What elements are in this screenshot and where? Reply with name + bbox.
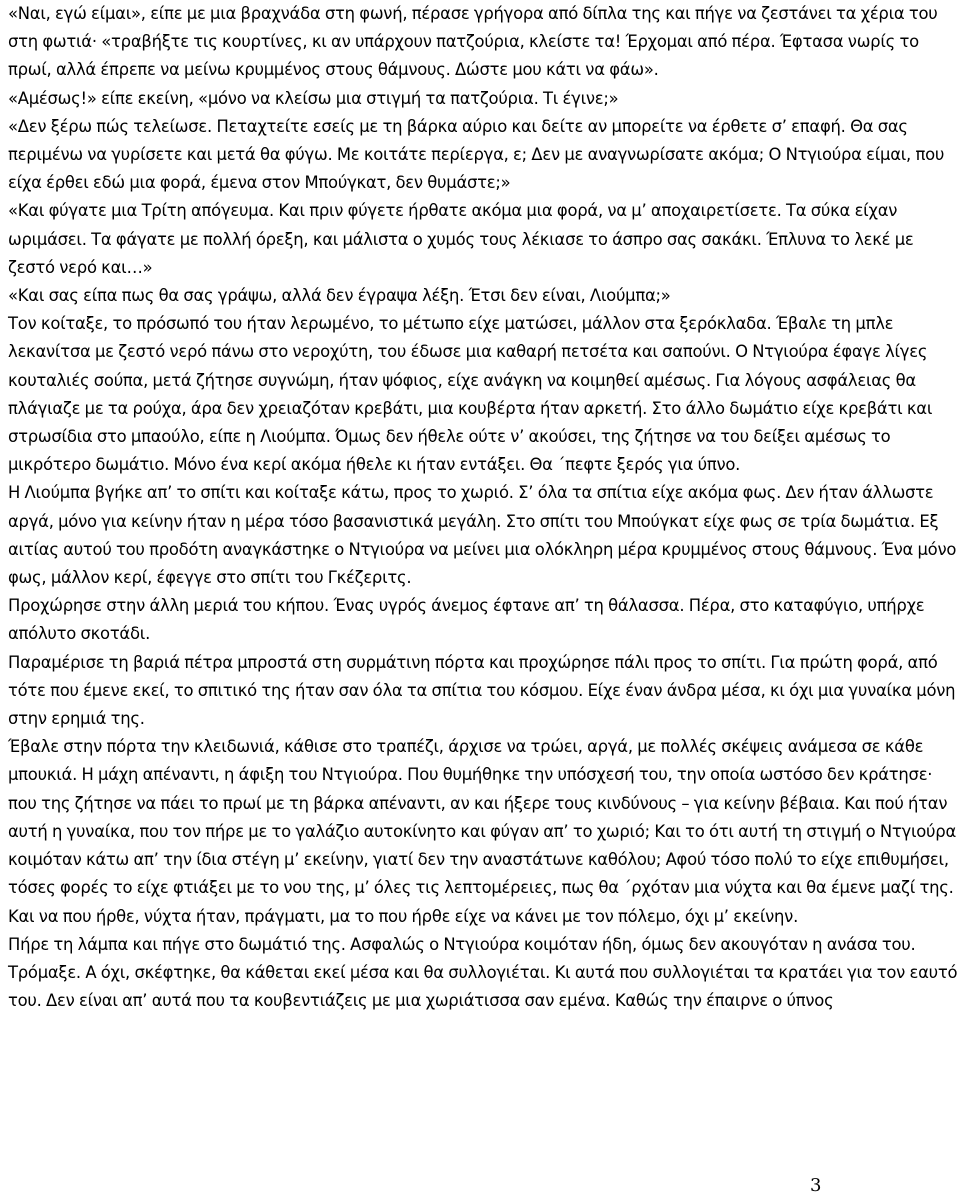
paragraph: «Αμέσως!» είπε εκείνη, «μόνο να κλείσω μια στιγμή τα πατζούρια. Τι έγινε;» — [8, 88, 619, 108]
paragraph: «Δεν ξέρω πώς τελείωσε. Πεταχτείτε εσείς με τη βάρκα αύριο και δείτε αν μπορείτε να έρθετε σ’ επαφή. Θα σας περιμένω να γυρίσετε και μετά θα φύγω. Με κοιτάτε περίεργα, ε; Δεν με αναγνωρίσατε ακόμα; Ο Ντγιούρα είμαι, που είχα έρθει εδώ μια φορά, έμενα στον Μπούγκατ, δεν θυμάστε;» — [8, 116, 945, 193]
paragraph: Προχώρησε στην άλλη μεριά του κήπου. Ένας υγρός άνεμος έφτανε απ’ τη θάλασσα. Πέρα, στο καταφύγιο, υπήρχε απόλυτο σκοτάδι. — [8, 596, 925, 644]
paragraph: Η Λιούμπα βγήκε απ’ το σπίτι και κοίταξε κάτω, προς το χωριό. Σ’ όλα τα σπίτια είχε ακόμα φως. Δεν ήταν άλλωστε αργά, μόνο για κείνην ήταν η μέρα τόσο βασανιστικά μεγάλη. Στο σπίτι του Μπούγκατ είχε φως σε τρία δωμάτια. Εξ αιτίας αυτού του προδότη αναγκάστηκε ο Ντγιούρα να μείνει μια ολόκληρη μέρα κρυμμένος στους θάμνους. Ένα μόνο φως, μάλλον κερί, έφεγγε στο σπίτι του Γκέζεριτς. — [8, 483, 957, 588]
paragraph: Πήρε τη λάμπα και πήγε στο δωμάτιό της. Ασφαλώς ο Ντγιούρα κοιμόταν ήδη, όμως δεν ακουγόταν η ανάσα του. Τρόμαξε. Α όχι, σκέφτηκε, θα κάθεται εκεί μέσα και θα συλλογιέται. Κι αυτά που συλλογιέται τα κρατάει για τον εαυτό του. Δεν είναι απ’ αυτά που τα κουβεντιάζεις με μια χωριάτισσα σαν εμένα. Καθώς την έπαιρνε ο ύπνος — [8, 934, 958, 1011]
page-number: 3 — [810, 1175, 822, 1196]
paragraph: Τον κοίταξε, το πρόσωπό του ήταν λερωμένο, το μέτωπο είχε ματώσει, μάλλον στα ξερόκλαδα. Έβαλε τη μπλε λεκανίτσα με ζεστό νερό πάνω στο νεροχύτη, του έδωσε μια καθαρή πετσέτα και σαπούνι. Ο Ντγιούρα έφαγε λίγες κουταλιές σούπα, μετά ζήτησε συγνώμη, ήταν ψόφιος, είχε ανάγκη να κοιμηθεί αμέσως. Για λόγους ασφάλειας θα πλάγιαζε με τα ρούχα, άρα δεν χρειαζόταν κρεβάτι, μια κουβέρτα ήταν αρκετή. Στο άλλο δωμάτιο είχε κρεβάτι και στρωσίδια στο μπαούλο, είπε η Λιούμπα. Όμως δεν ήθελε ούτε ν’ ακούσει, της ζήτησε να του δείξει αμέσως το μικρότερο δωμάτιο. Μόνο ένα κερί ακόμα ήθελε κι ήταν εντάξει. Θα ΄πεφτε ξερός για ύπνο. — [8, 314, 933, 475]
paragraph: Έβαλε στην πόρτα την κλειδωνιά, κάθισε στο τραπέζι, άρχισε να τρώει, αργά, με πολλές σκέψεις ανάμεσα σε κάθε μπουκιά. Η μάχη απέναντι, η άφιξη του Ντγιούρα. Που θυμήθηκε την υπόσχεσή του, την οποία ωστόσο δεν κράτησε· που της ζήτησε να πάει το πρωί με τη βάρκα απέναντι, αν και ήξερε τους κινδύνους – για κείνην βέβαια. Και πού ήταν αυτή η γυναίκα, που τον πήρε με το γαλάζιο αυτοκίνητο και φύγαν απ’ το χωριό; Και το ότι αυτή τη στιγμή ο Ντγιούρα κοιμόταν κάτω απ’ την ίδια στέγη μ’ εκείνην, γιατί δεν την αναστάτωνε καθόλου; Αφού τόσο πολύ το είχε επιθυμήσει, τόσες φορές το είχε φτιάξει με το νου της, μ’ όλες τις λεπτομέρειες, πως θα ΄ρχόταν μια νύχτα και θα έμενε μαζί της. Και να που ήρθε, νύχτα ήταν, πράγματι, μα το που ήρθε είχε να κάνει με τον πόλεμο, όχι μ’ εκείνην. — [8, 737, 957, 926]
paragraph: Παραμέρισε τη βαριά πέτρα μπροστά στη συρμάτινη πόρτα και προχώρησε πάλι προς το σπίτι. Για πρώτη φορά, από τότε που έμενε εκεί, το σπιτικό της ήταν σαν όλα τα σπίτια του κόσμου. Είχε έναν άνδρα μέσα, κι όχι μια γυναίκα μόνη στην ερημιά της. — [8, 652, 956, 729]
paragraph: «Και σας είπα πως θα σας γράψω, αλλά δεν έγραψα λέξη. Έτσι δεν είναι, Λιούμπα;» — [8, 286, 671, 306]
paragraph: «Ναι, εγώ είμαι», είπε με μια βραχνάδα στη φωνή, πέρασε γρήγορα από δίπλα της και πήγε να ζεστάνει τα χέρια του στη φωτιά· «τραβήξτε τις κουρτίνες, κι αν υπάρχουν πατζούρια, κλείστε τα! Έρχομαι από πέρα. Έφτασα νωρίς το πρωί, αλλά έπρεπε να μείνω κρυμμένος στους θάμνους. Δώστε μου κάτι να φάω». — [8, 4, 938, 80]
body-text — [8, 0, 958, 1015]
paragraph: «Και φύγατε μια Τρίτη απόγευμα. Και πριν φύγετε ήρθατε ακόμα μια φορά, να μ’ αποχαιρετίσετε. Τα σύκα είχαν ωριμάσει. Τα φάγατε με πολλή όρεξη, και μάλιστα ο χυμός τους λέκιασε το άσπρο σας σακάκι. Έπλυνα το λεκέ με ζεστό νερό και…» — [8, 201, 914, 277]
